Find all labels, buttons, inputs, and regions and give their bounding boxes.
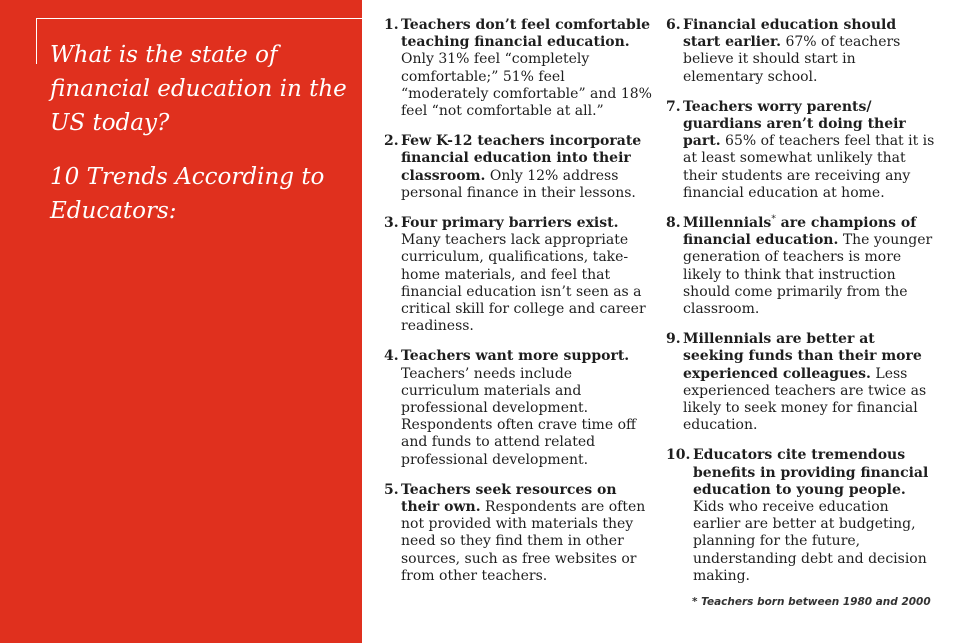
trend-item — [666, 99, 936, 202]
trend-lead-part: are champions of financial education. — [683, 215, 917, 249]
trend-number: 8. — [666, 215, 681, 232]
trend-item — [666, 331, 936, 434]
trend-item — [384, 133, 654, 202]
trend-number: 6. — [666, 17, 681, 33]
decorative-rule — [36, 18, 362, 19]
trend-text: 65% of teachers feel that it is at least somewhat unlikely that their students are receiving any financial education at home. — [683, 133, 935, 201]
title-question: What is the state of financial education in the US today? — [50, 42, 347, 136]
trend-number: 3. — [384, 215, 399, 232]
trend-text: Respondents are often not provided with materials they need so they find them in other sources, such as free websites or from other teachers. — [401, 499, 646, 584]
trend-lead: Teachers worry parents/ guardians aren’t doing their part. — [683, 98, 906, 150]
trend-number: 7. — [666, 98, 681, 115]
trend-number: 10. — [666, 447, 691, 464]
footnote: * Teachers born between 1980 and 2000 — [692, 596, 931, 608]
trend-number: 5. — [384, 481, 399, 498]
trend-lead-part: Millennials — [683, 215, 772, 232]
title-panel — [0, 0, 362, 643]
trends-column-right — [666, 17, 936, 598]
trend-lead: Financial education should start earlier. — [683, 17, 897, 51]
page-title — [50, 38, 350, 228]
trends-column-left — [384, 17, 654, 598]
trend-lead: Four primary barriers exist. — [401, 215, 619, 232]
trend-lead: Educators cite tremendous benefits in providing financial education to young people. — [693, 447, 929, 498]
trend-number: 1. — [384, 17, 399, 33]
trend-lead: Teachers don’t feel comfortable teaching financial education. — [401, 17, 651, 51]
trend-text: Less experienced teachers are twice as likely to seek money for financial education. — [683, 365, 927, 434]
trend-item — [666, 215, 936, 318]
trend-text: Only 12% address personal finance in their lessons. — [401, 167, 636, 201]
trend-item — [384, 17, 654, 120]
trend-item — [384, 348, 654, 468]
trend-item — [666, 447, 936, 585]
trend-item — [384, 215, 654, 335]
trend-number: 4. — [384, 348, 399, 365]
trend-text: Many teachers lack appropriate curriculum, qualifications, take-home materials, and feel that financial education isn’t seen as a critical skill for college and career readiness. — [401, 232, 646, 335]
trend-lead: Teachers seek resources on their own. — [401, 481, 617, 516]
title-subtitle: 10 Trends According to Educators: — [50, 164, 325, 224]
trend-number: 9. — [666, 331, 681, 348]
trend-text: 67% of teachers believe it should start in elementary school. — [683, 34, 901, 85]
footnote-marker: * — [771, 214, 776, 225]
trend-text: Only 31% feel “completely comfortable;” 51% feel “moderately comfortable” and 18% feel “not comfortable at all.” — [401, 51, 652, 120]
decorative-rule — [36, 18, 37, 64]
trend-number: 2. — [384, 133, 399, 150]
trend-lead: Teachers want more support. — [401, 348, 630, 365]
trend-item — [666, 17, 936, 86]
trend-text: The younger generation of teachers is more likely to think that instruction should come primarily from the classroom. — [683, 232, 933, 318]
trend-lead: Few K-12 teachers incorporate financial education into their classroom. — [401, 133, 642, 184]
trend-lead: Millennials are better at seeking funds than their more experienced colleagues. — [683, 331, 922, 382]
trend-item — [384, 482, 654, 585]
trend-text: Teachers’ needs include curriculum materials and professional development. Respondents often crave time off and funds to attend related professional development. — [401, 365, 636, 468]
trend-text: Kids who receive education earlier are better at budgeting, planning for the future, understanding debt and decision making. — [693, 499, 927, 584]
